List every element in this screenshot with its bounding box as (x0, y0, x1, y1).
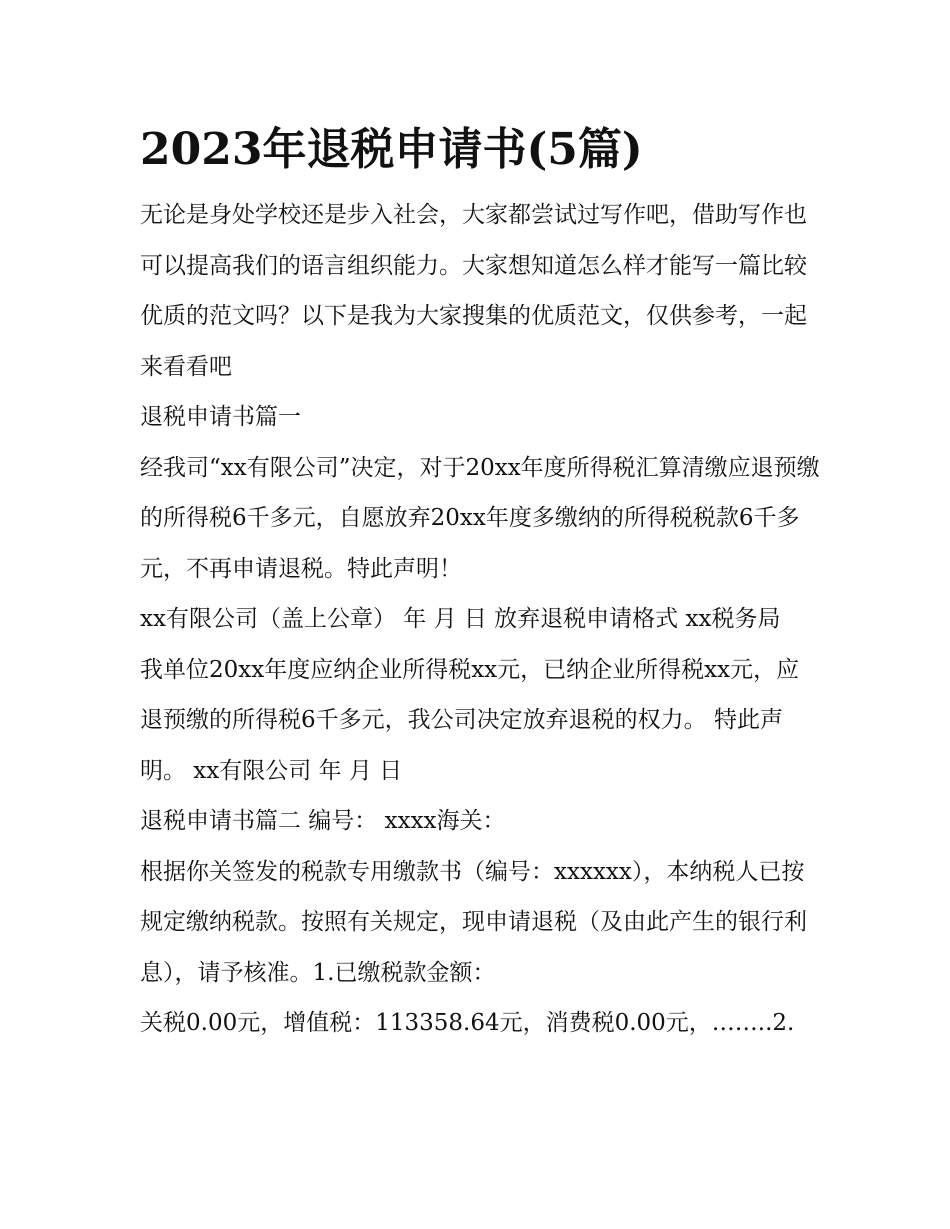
paragraph-signature-1: xx有限公司（盖上公章） 年 月 日 放弃退税申请格式 xx税务局 (140, 606, 781, 632)
document-title: 2023年退税申请书(5篇) (140, 124, 643, 175)
section-heading-1: 退税申请书篇一 (140, 404, 301, 430)
intro-paragraph: 无论是身处学校还是步入社会，大家都尝试过写作吧，借助写作也可以提高我们的语言组织能力。大家想知道怎么样才能写一篇比较优质的范文吗？以下是我为大家搜集的优质范文，仅供参考，一起来看看吧 (140, 202, 807, 380)
paragraph-amounts: 关税0.00元，增值税：113358.64元，消费税0.00元，……..2. (140, 1010, 795, 1036)
paragraph-request: 根据你关签发的税款专用缴款书（编号：xxxxxx），本纳税人已按规定缴纳税款。按照有关规定，现申请退税（及由此产生的银行利息），请予核准。1.已缴税款金额： (140, 858, 807, 986)
document-body (140, 118, 820, 1049)
paragraph-declaration: 经我司“xx有限公司”决定，对于20xx年度所得税汇算清缴应退预缴的所得税6千多元，自愿放弃20xx年度多缴纳的所得税税款6千多元，不再申请退税。特此声明！ (140, 454, 820, 582)
paragraph-statement: 我单位20xx年度应纳企业所得税xx元，已纳企业所得税xx元，应退预缴的所得税6千多元，我公司决定放弃退税的权力。 特此声明。 xx有限公司 年 月 日 (140, 656, 800, 784)
section-heading-2: 退税申请书篇二 编号： xxxx海关： (140, 808, 506, 834)
